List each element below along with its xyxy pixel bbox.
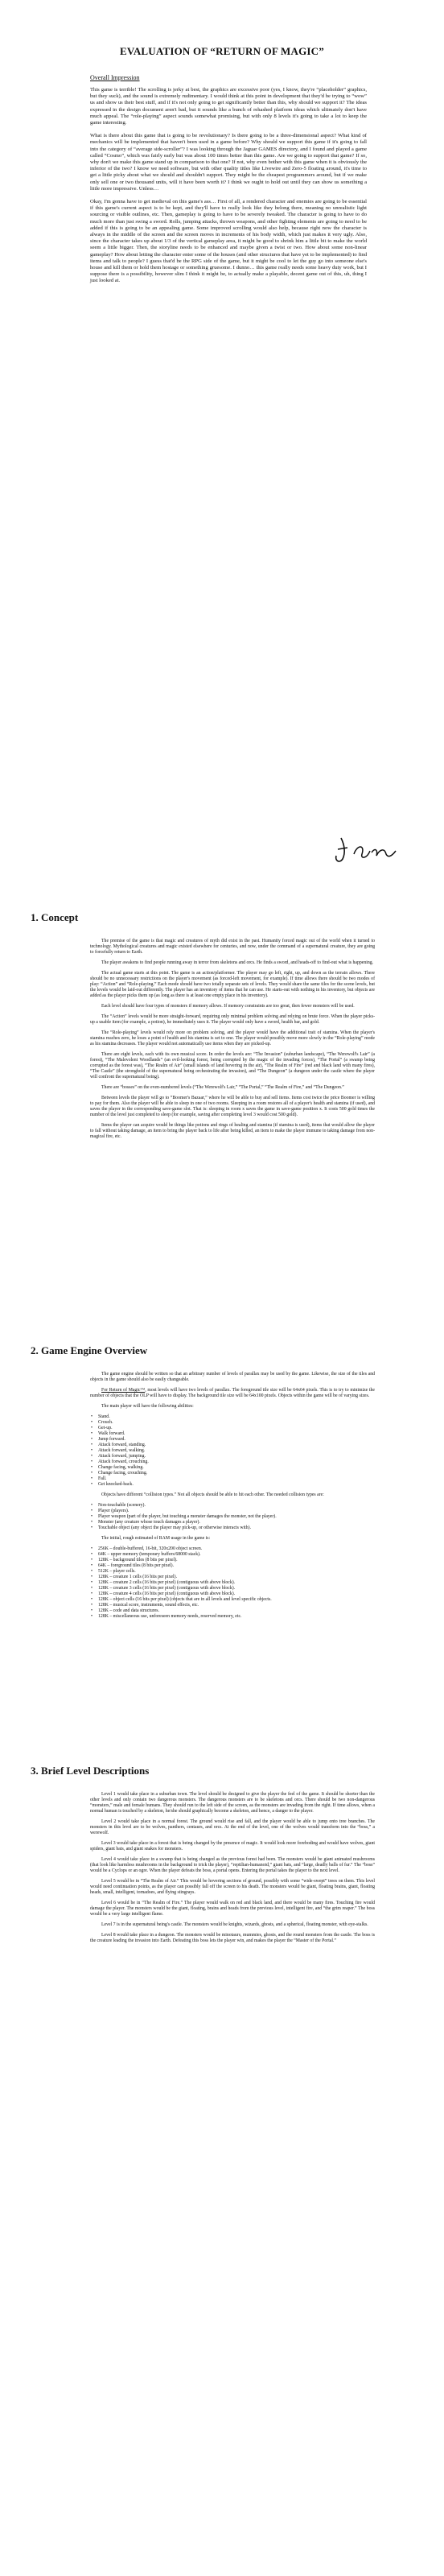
ram-intro: The initial, rough estimated of RAM usage in the game is: [101,1536,211,1541]
ability-item: • Crouch. [90,1420,375,1426]
ram-usage-list [90,1546,375,1620]
engine-paragraph-2 [90,1388,375,1399]
ability-item: • Change facing, crouching. [90,1471,375,1476]
ability-item: • Attack forward, standing. [90,1443,375,1448]
engine-body [90,1372,375,1624]
ram-item: • 128K – object cells (16 bits per pixel) (objects that are in all levels and level specific objects. [90,1597,375,1603]
ability-item: • Jump forward. [90,1437,375,1443]
ability-item: • Get-up. [90,1426,375,1431]
level-2-description: Level 2 would take place in a normal forest. The ground would rise and fall, and the player would be able to jump onto tree branches. The monsters in this level are to be wolves, panthers, centaurs, and orcs. At the end of the level, one of the wolves would transform into the “boss,” a werewolf. [90,1819,375,1835]
collision-type-item: • Monster (any creature whose touch damages a player). [90,1520,375,1525]
ram-item: • 256K – double-buffered, 16-bit, 320x200 object screen. [90,1546,375,1552]
ability-item: • Change facing, walking. [90,1465,375,1471]
ability-item: • Get knocked-back. [90,1482,375,1488]
collision-type-item: • Player weapon (part of the player, but touching a monster damages the monster, not the player). [90,1514,375,1520]
return-of-magic-trademark: For Return of Magic™ [101,1388,146,1393]
ram-item: • 128K – background tiles (8 bits per pixel). [90,1558,375,1563]
concept-paragraph-8: There are “bosses” on the even-numbered levels (“The Werewolf's Lair,” “The Portal,” “The Realm of Fire,” and “The Dungeon.” [101,1085,344,1090]
abilities-intro: The main player will have the following abilities: [101,1404,194,1409]
ability-item: • Attack forward, walking. [90,1448,375,1454]
concept-paragraph-10: Items the player can acquire would be things like potions and rings of healing and stamina (if stamina is used), items that would allow the player to fall without taking damage, an item to bring the player back to life after being killed, an item to make the player immune to taking damage from non-magical fire, etc. [90,1123,375,1139]
concept-paragraph-2: The player awakens to find people running away in terror from skeletons and orcs. He finds a sword, and heads-off to find-out what is happening. [101,960,374,965]
level-6-description: Level 6 would be in “The Realm of Fire.” The player would walk on red and black land, and there would be many fires. Touching fire would damage the player. The monsters would be the giant, floating, brains and heads from the previous level, intelligent fire, and “the grim reaper.” The boss would be a very large intelligent flame. [90,1901,375,1917]
collision-intro: Objects have different “collision types.” Not all objects should be able to hit each other. The needed collision types are: [101,1492,324,1497]
ability-item: • Fall. [90,1476,375,1482]
concept-paragraph-6: The “Role-playing” levels would rely more on problem solving, and the player would have the additional trait of stamina. When the player's stamina reaches zero, he loses a point of health and his stamina is set to one. The player would possibly move more slowly in the “Role-playing” mode as his stamina decreases. The player would not automatically use items when they are picked-up. [90,1030,375,1046]
ram-item: • 64K – upper memory (temporary buffers/68000 stack). [90,1552,375,1558]
overall-paragraph-2: What is there about this game that is going to be revolutionary? Is there going to be a three-dimensional aspect? What kind of mechanics will be implemented that haven't been used in a game before? Why should we support this game if it's going to fall into the category of “average side-scroller”? I was looking through the Jaguar GAMES directory, and I found and played a game called “Cosmo”, which was fairly early but was about 100 times better than this game. Are we going to support that game? If so, why don't we make this game stand up in comparison to that one? If not, why even bother with this game when it is obviously the inferior of the two? I know we need software, but with other quality titles like Livewire and Zero-5 floating around, it's time to get a little picky about what we should and shouldn't support. They might be the cheapest programmers around, but if we make only sell one or two thousand units, will it have been worth it? I think we ought to hold out until they can show us something a little more impressive. Unless… [90,133,367,192]
ram-item: • 128K – musical score, instruments, sound effects, etc. [90,1603,375,1608]
collision-types-list [90,1503,375,1531]
concept-paragraph-5: The “Action” levels would be more straight-forward, requiring only minimal problem solving and relying on brute force. When the player picks-up a usable item (for example, a potion), he immediately uses it. The player would only have a sword, health bar, and gold. [90,1014,375,1025]
level-4-description: Level 4 would take place in a swamp that is being changed as the previous forest had been. The monsters would be giant animated mushrooms (that look like harmless mushrooms in the background to trick the player), “reptilian-humanoid,” giant bats, and “large, deadly balls of fur.” The “boss” would be a Cyclops or an ogre. When the player defeats the boss, a portal opens. Entering the portal takes the player to the next level. [90,1857,375,1873]
overall-paragraph-3: Okay, I'm gonna have to get medieval on this game's ass… First of all, a rendered character and enemies are going to be essential if this game's current aspect is to be kept, and they'll have to really look like they belong there, meaning no unrealistic light sourcing or visible outlines, etc. Then, gameplay is going to have to be severely tweaked. The character is going to have to do much more than just swing a sword. Rolls, jumping attacks, thrown weapons, and other fighting elements are going to need to be added if this is going to be an appealing game. Some improved scrolling would also help, because right now the character is always in the middle of the screen and the screen moves in increments of his body width, which just makes it very ugly. Also, since the character takes up about 1/3 of the vertical gameplay area, it might be good to shrink him a little bit to make the world seem a little bigger. Then, the storyline needs to be enhanced and maybe given a twist or two. How about some non-linear gameplay? How about letting the character enter some of the houses (and other structures that have yet to be implemented) to find items and talk to people? I guess that'd be the RPG side of the game, but it might be cool to let the guy go into someone else's house and kill them or hold them hostage or something gruesome. I dunno… this game really needs some heavy duty work, but I suppose there is a possibility, however slim I think it might be, to actually make a playable, decent game out of this, uh, thing I just looked at. [90,199,367,284]
ability-item: • Attack forward, jumping. [90,1454,375,1459]
page-2 [0,869,444,1723]
concept-paragraph-4: Each level should have four types of monsters if memory allows. If memory constraints are too great, then fewer monsters will be used. [101,1004,355,1009]
overall-impression-body [90,87,367,291]
concept-paragraph-7: There are eight levels, each with its own musical score. In order the levels are: “The Invasion” (suburban landscape), “The Werewolf's Lair” (a forest), “The Malevolent Woodlands” (an evil-looking forest, being corrupted by the magic of the invading forces), “The Portal” (a swamp being corrupted as the forest was), “The Realm of Air” (small islands of land hovering in the air), “The Realm of Fire” (red and black land with many fires), “The Castle” (the stronghold of the supernatural being orchestrating the invasion), and “The Dungeon” (a dungeon under the castle where the player will confront the supernatural being). [90,1052,375,1080]
engine-paragraph-2-rest: , most levels will have two levels of parallax. The foreground tile size will be 64x64 pixels. This is to try to minimize the number of objects that the OLP will have to display. The background tile size will be 64x100 pixels. Objects within the game will be of varying sizes. [90,1388,375,1398]
level-5-description: Level 5 would be in “The Realm of Air.” This would be hovering sections of ground, possibly with some “wide-swept” trees on them. This level would need continuation points, as the player can possibly fall off the screen to his death. The monsters would be giant, floating brains, giant, floating heads, small, intelligent, tornadoes, and flying stingrays. [90,1879,375,1895]
ram-item: • 128K – creature 3 cells (16 bits per pixel) (contiguous with above block). [90,1586,375,1591]
ram-item: • 128K – creature 1 cells (16 bits per pixel). [90,1575,375,1580]
levels-body [90,1792,375,1949]
engine-heading: 2. Game Engine Overview [31,1344,148,1356]
ability-item: • Walk forward. [90,1431,375,1437]
ram-item: • 128K – miscellaneous use, unforeseen memory needs, reserved memory, etc. [90,1614,375,1620]
collision-type-item: • Touchable object (any object the player may pick-up, or otherwise interacts with). [90,1525,375,1531]
overall-paragraph-1: This game is terrible! The scrolling is jerky at best, the graphics are excessive poor (yes, I know, they're “placeholder” graphics, but they suck), and the sound is extremely rudimentary. I would think at this point in development that they'd be trying to “wow” us and show us their best stuff, and if it's not only going to get significantly better than this, why should we support it? The ideas expressed in the design document aren't bad, but it sounds like a bunch of rehashed platform ideas which ultimately don't have much appeal. The “role-playing” aspect sounds somewhat promising, but with only 8 levels it's going to take a lot to keep the game interesting. [90,87,367,126]
concept-paragraph-1: The premise of the game is that magic and creatures of myth did exist in the past. Humanity forced magic out of the world when it turned to technology. Mythological creatures and magic existed elsewhere for centuries, and now, under the command of a supernatural creature, they are going to forcefully return to Earth. [90,939,375,955]
levels-heading: 3. Brief Level Descriptions [31,1765,150,1777]
engine-paragraph-1: The game engine should be written so that an arbitrary number of levels of parallax may be used by the game. Likewise, the size of the tiles and objects in the game should also be easily changeable. [90,1372,375,1382]
ability-item: • Attack forward, crouching. [90,1459,375,1465]
page-1 [0,0,444,869]
ability-item: • Stand. [90,1414,375,1420]
concept-heading: 1. Concept [31,911,79,923]
document-title: EVALUATION OF “RETURN OF MAGIC” [120,45,324,57]
level-1-description: Level 1 would take place in a suburban town. The level should be designed to give the player the feel of the game. It should be shorter than the other levels and only contain two dangerous monsters. The dangerous monsters are to be skeletons and orcs. There should be two non-dangerous “monsters,” male and female humans. They should run to the left side of the screen, as the monsters are invading from the right. If time allows, when a normal human is touched by a skeleton, he/she should graphically become a skeleton, and hence, a danger to the player. [90,1792,375,1814]
overall-impression-label: Overall Impression [90,74,140,81]
page-3 [0,1723,444,2576]
collision-type-item: • Non-touchable (scenery). [90,1503,375,1509]
abilities-list [90,1414,375,1488]
concept-body [90,939,375,1145]
ram-item: • 64K – foreground tiles (8 bits per pixel). [90,1563,375,1569]
ram-item: • 128K – code and data structures. [90,1608,375,1614]
collision-type-item: • Player (players). [90,1509,375,1514]
level-8-description: Level 8 would take place in a dungeon. The monsters would be minotaurs, mummies, ghosts, and the round monsters from the castle. The boss is the creature leading the invasion into Earth. Defeating this boss lets the player win, and makes the player the “Master of the Portal.” [90,1933,375,1943]
level-3-description: Level 3 would take place in a forest that is being changed by the presence of magic. It would look more foreboding and would have wolves, giant spiders, giant bats, and giant snakes for monsters. [90,1841,375,1852]
level-7-description: Level 7 is in the supernatural being's castle. The monsters would be knights, wizards, ghosts, and a spherical, floating monster, with eye-stalks. [101,1922,368,1927]
ram-item: • 512K – player cells. [90,1569,375,1575]
concept-paragraph-3: The actual game starts at this point. The game is an action/platformer. The player may go left, right, up, and down as the terrain allows. There should be no unnecessary restrictions on the player's movement (as forced-left movement, for example). If time allows there should be two modes of play: “Action” and “Role-playing.” Each mode should have two totally separate sets of levels. They would share the same tiles for the scene levels, but the levels would be laid-out differently. The player has an inventory of items that he can use. He starts-out with nothing in his inventory, but objects are added as the player picks them up (as long as there is at least one empty place in his inventory). [90,971,375,998]
ram-item: • 128K – creature 4 cells (16 bits per pixel) (contiguous with above block). [90,1591,375,1597]
concept-paragraph-9: Between levels the player will go to “Boomer's Bazaar,” where he will be able to buy and sell items. Items cost twice the price Boomer is willing to pay for them. Also the player will be able to sleep in one of two rooms. Sleeping in a room restores all of a player's health and stamina (if used), and saves the player in the corresponding save-game slot. That is: sleeping in room x saves the game in save-game position x. It costs 500 gold times the number of the level just completed to sleep (for example, saving after completing level 3 would cost 500 gold). [90,1096,375,1117]
ram-item: • 128K – creature 2 cells (16 bits per pixel) (contiguous with above block). [90,1580,375,1586]
handwritten-signature [330,833,402,865]
